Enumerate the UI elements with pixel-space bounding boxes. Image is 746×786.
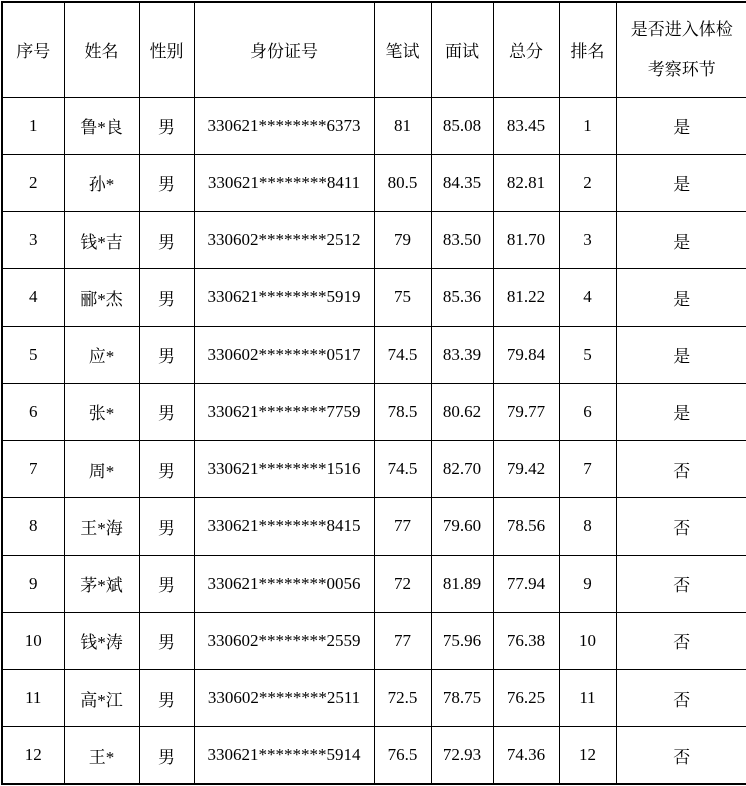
- cell-total-score: 81.70: [493, 212, 559, 269]
- cell-rank: 2: [559, 154, 616, 211]
- cell-id-number: 330621********0056: [194, 555, 374, 612]
- cell-written-score: 72.5: [374, 670, 431, 727]
- cell-id-number: 330621********8415: [194, 498, 374, 555]
- cell-total-score: 77.94: [493, 555, 559, 612]
- cell-id-number: 330602********2559: [194, 612, 374, 669]
- cell-total-score: 79.84: [493, 326, 559, 383]
- cell-interview-score: 80.62: [431, 383, 493, 440]
- cell-interview-score: 78.75: [431, 670, 493, 727]
- cell-name: 王*: [64, 727, 139, 784]
- cell-id-number: 330621********6373: [194, 97, 374, 154]
- cell-written-score: 80.5: [374, 154, 431, 211]
- table-row: [2, 727, 746, 784]
- cell-seq: 5: [2, 326, 64, 383]
- cell-written-score: 75: [374, 269, 431, 326]
- cell-written-score: 72: [374, 555, 431, 612]
- cell-gender: 男: [139, 383, 194, 440]
- cell-rank: 9: [559, 555, 616, 612]
- table-row: [2, 670, 746, 727]
- cell-enter-physical-exam: 是: [616, 269, 746, 326]
- cell-total-score: 76.25: [493, 670, 559, 727]
- cell-enter-physical-exam: 是: [616, 326, 746, 383]
- cell-interview-score: 72.93: [431, 727, 493, 784]
- cell-name: 鲁*良: [64, 97, 139, 154]
- cell-name: 茅*斌: [64, 555, 139, 612]
- cell-seq: 2: [2, 154, 64, 211]
- cell-seq: 9: [2, 555, 64, 612]
- cell-interview-score: 85.36: [431, 269, 493, 326]
- cell-interview-score: 84.35: [431, 154, 493, 211]
- cell-seq: 8: [2, 498, 64, 555]
- cell-enter-physical-exam: 否: [616, 555, 746, 612]
- cell-id-number: 330621********5914: [194, 727, 374, 784]
- cell-interview-score: 85.08: [431, 97, 493, 154]
- cell-rank: 7: [559, 441, 616, 498]
- cell-total-score: 76.38: [493, 612, 559, 669]
- cell-enter-physical-exam: 是: [616, 154, 746, 211]
- cell-name: 孙*: [64, 154, 139, 211]
- table-row: [2, 441, 746, 498]
- cell-written-score: 77: [374, 498, 431, 555]
- table-header: [2, 2, 746, 97]
- cell-written-score: 78.5: [374, 383, 431, 440]
- cell-enter-physical-exam: 否: [616, 498, 746, 555]
- cell-gender: 男: [139, 97, 194, 154]
- cell-name: 钱*吉: [64, 212, 139, 269]
- cell-interview-score: 79.60: [431, 498, 493, 555]
- cell-name: 应*: [64, 326, 139, 383]
- cell-rank: 1: [559, 97, 616, 154]
- cell-written-score: 76.5: [374, 727, 431, 784]
- table-row: [2, 326, 746, 383]
- cell-name: 周*: [64, 441, 139, 498]
- table-row: [2, 498, 746, 555]
- cell-rank: 12: [559, 727, 616, 784]
- column-header-enter-physical-exam: 是否进入体检考察环节: [616, 2, 746, 97]
- cell-id-number: 330602********2511: [194, 670, 374, 727]
- cell-gender: 男: [139, 441, 194, 498]
- column-header-id-number: 身份证号: [194, 2, 374, 97]
- column-header-seq: 序号: [2, 2, 64, 97]
- cell-rank: 10: [559, 612, 616, 669]
- cell-enter-physical-exam: 否: [616, 612, 746, 669]
- column-header-interview-score: 面试: [431, 2, 493, 97]
- cell-rank: 4: [559, 269, 616, 326]
- cell-id-number: 330602********0517: [194, 326, 374, 383]
- cell-name: 王*海: [64, 498, 139, 555]
- column-header-name: 姓名: [64, 2, 139, 97]
- cell-enter-physical-exam: 是: [616, 97, 746, 154]
- cell-enter-physical-exam: 是: [616, 383, 746, 440]
- column-header-rank: 排名: [559, 2, 616, 97]
- cell-gender: 男: [139, 498, 194, 555]
- cell-written-score: 77: [374, 612, 431, 669]
- cell-enter-physical-exam: 否: [616, 727, 746, 784]
- cell-id-number: 330602********2512: [194, 212, 374, 269]
- cell-total-score: 79.42: [493, 441, 559, 498]
- cell-enter-physical-exam: 否: [616, 670, 746, 727]
- cell-seq: 7: [2, 441, 64, 498]
- cell-id-number: 330621********5919: [194, 269, 374, 326]
- cell-gender: 男: [139, 269, 194, 326]
- score-table: [1, 1, 746, 785]
- cell-total-score: 74.36: [493, 727, 559, 784]
- cell-interview-score: 81.89: [431, 555, 493, 612]
- cell-total-score: 82.81: [493, 154, 559, 211]
- cell-enter-physical-exam: 是: [616, 212, 746, 269]
- cell-written-score: 79: [374, 212, 431, 269]
- table-row: [2, 97, 746, 154]
- cell-seq: 4: [2, 269, 64, 326]
- cell-name: 张*: [64, 383, 139, 440]
- column-header-gender: 性别: [139, 2, 194, 97]
- table-row: [2, 383, 746, 440]
- cell-rank: 11: [559, 670, 616, 727]
- table-body: [2, 97, 746, 784]
- cell-gender: 男: [139, 154, 194, 211]
- header-row: [2, 2, 746, 97]
- cell-interview-score: 75.96: [431, 612, 493, 669]
- cell-seq: 3: [2, 212, 64, 269]
- cell-seq: 6: [2, 383, 64, 440]
- cell-id-number: 330621********8411: [194, 154, 374, 211]
- table-row: [2, 269, 746, 326]
- column-header-total-score: 总分: [493, 2, 559, 97]
- cell-interview-score: 83.39: [431, 326, 493, 383]
- column-header-written-score: 笔试: [374, 2, 431, 97]
- cell-gender: 男: [139, 326, 194, 383]
- cell-gender: 男: [139, 670, 194, 727]
- cell-seq: 11: [2, 670, 64, 727]
- cell-seq: 12: [2, 727, 64, 784]
- cell-id-number: 330621********7759: [194, 383, 374, 440]
- cell-gender: 男: [139, 555, 194, 612]
- table-row: [2, 154, 746, 211]
- cell-name: 高*江: [64, 670, 139, 727]
- cell-written-score: 81: [374, 97, 431, 154]
- cell-interview-score: 83.50: [431, 212, 493, 269]
- table-row: [2, 555, 746, 612]
- cell-gender: 男: [139, 212, 194, 269]
- table-row: [2, 212, 746, 269]
- cell-interview-score: 82.70: [431, 441, 493, 498]
- cell-seq: 10: [2, 612, 64, 669]
- cell-name: 钱*涛: [64, 612, 139, 669]
- cell-total-score: 78.56: [493, 498, 559, 555]
- cell-rank: 6: [559, 383, 616, 440]
- cell-gender: 男: [139, 612, 194, 669]
- cell-rank: 8: [559, 498, 616, 555]
- cell-written-score: 74.5: [374, 326, 431, 383]
- table-row: [2, 612, 746, 669]
- cell-gender: 男: [139, 727, 194, 784]
- cell-written-score: 74.5: [374, 441, 431, 498]
- cell-id-number: 330621********1516: [194, 441, 374, 498]
- cell-enter-physical-exam: 否: [616, 441, 746, 498]
- cell-name: 郦*杰: [64, 269, 139, 326]
- cell-rank: 5: [559, 326, 616, 383]
- cell-total-score: 83.45: [493, 97, 559, 154]
- cell-rank: 3: [559, 212, 616, 269]
- cell-total-score: 79.77: [493, 383, 559, 440]
- cell-seq: 1: [2, 97, 64, 154]
- cell-total-score: 81.22: [493, 269, 559, 326]
